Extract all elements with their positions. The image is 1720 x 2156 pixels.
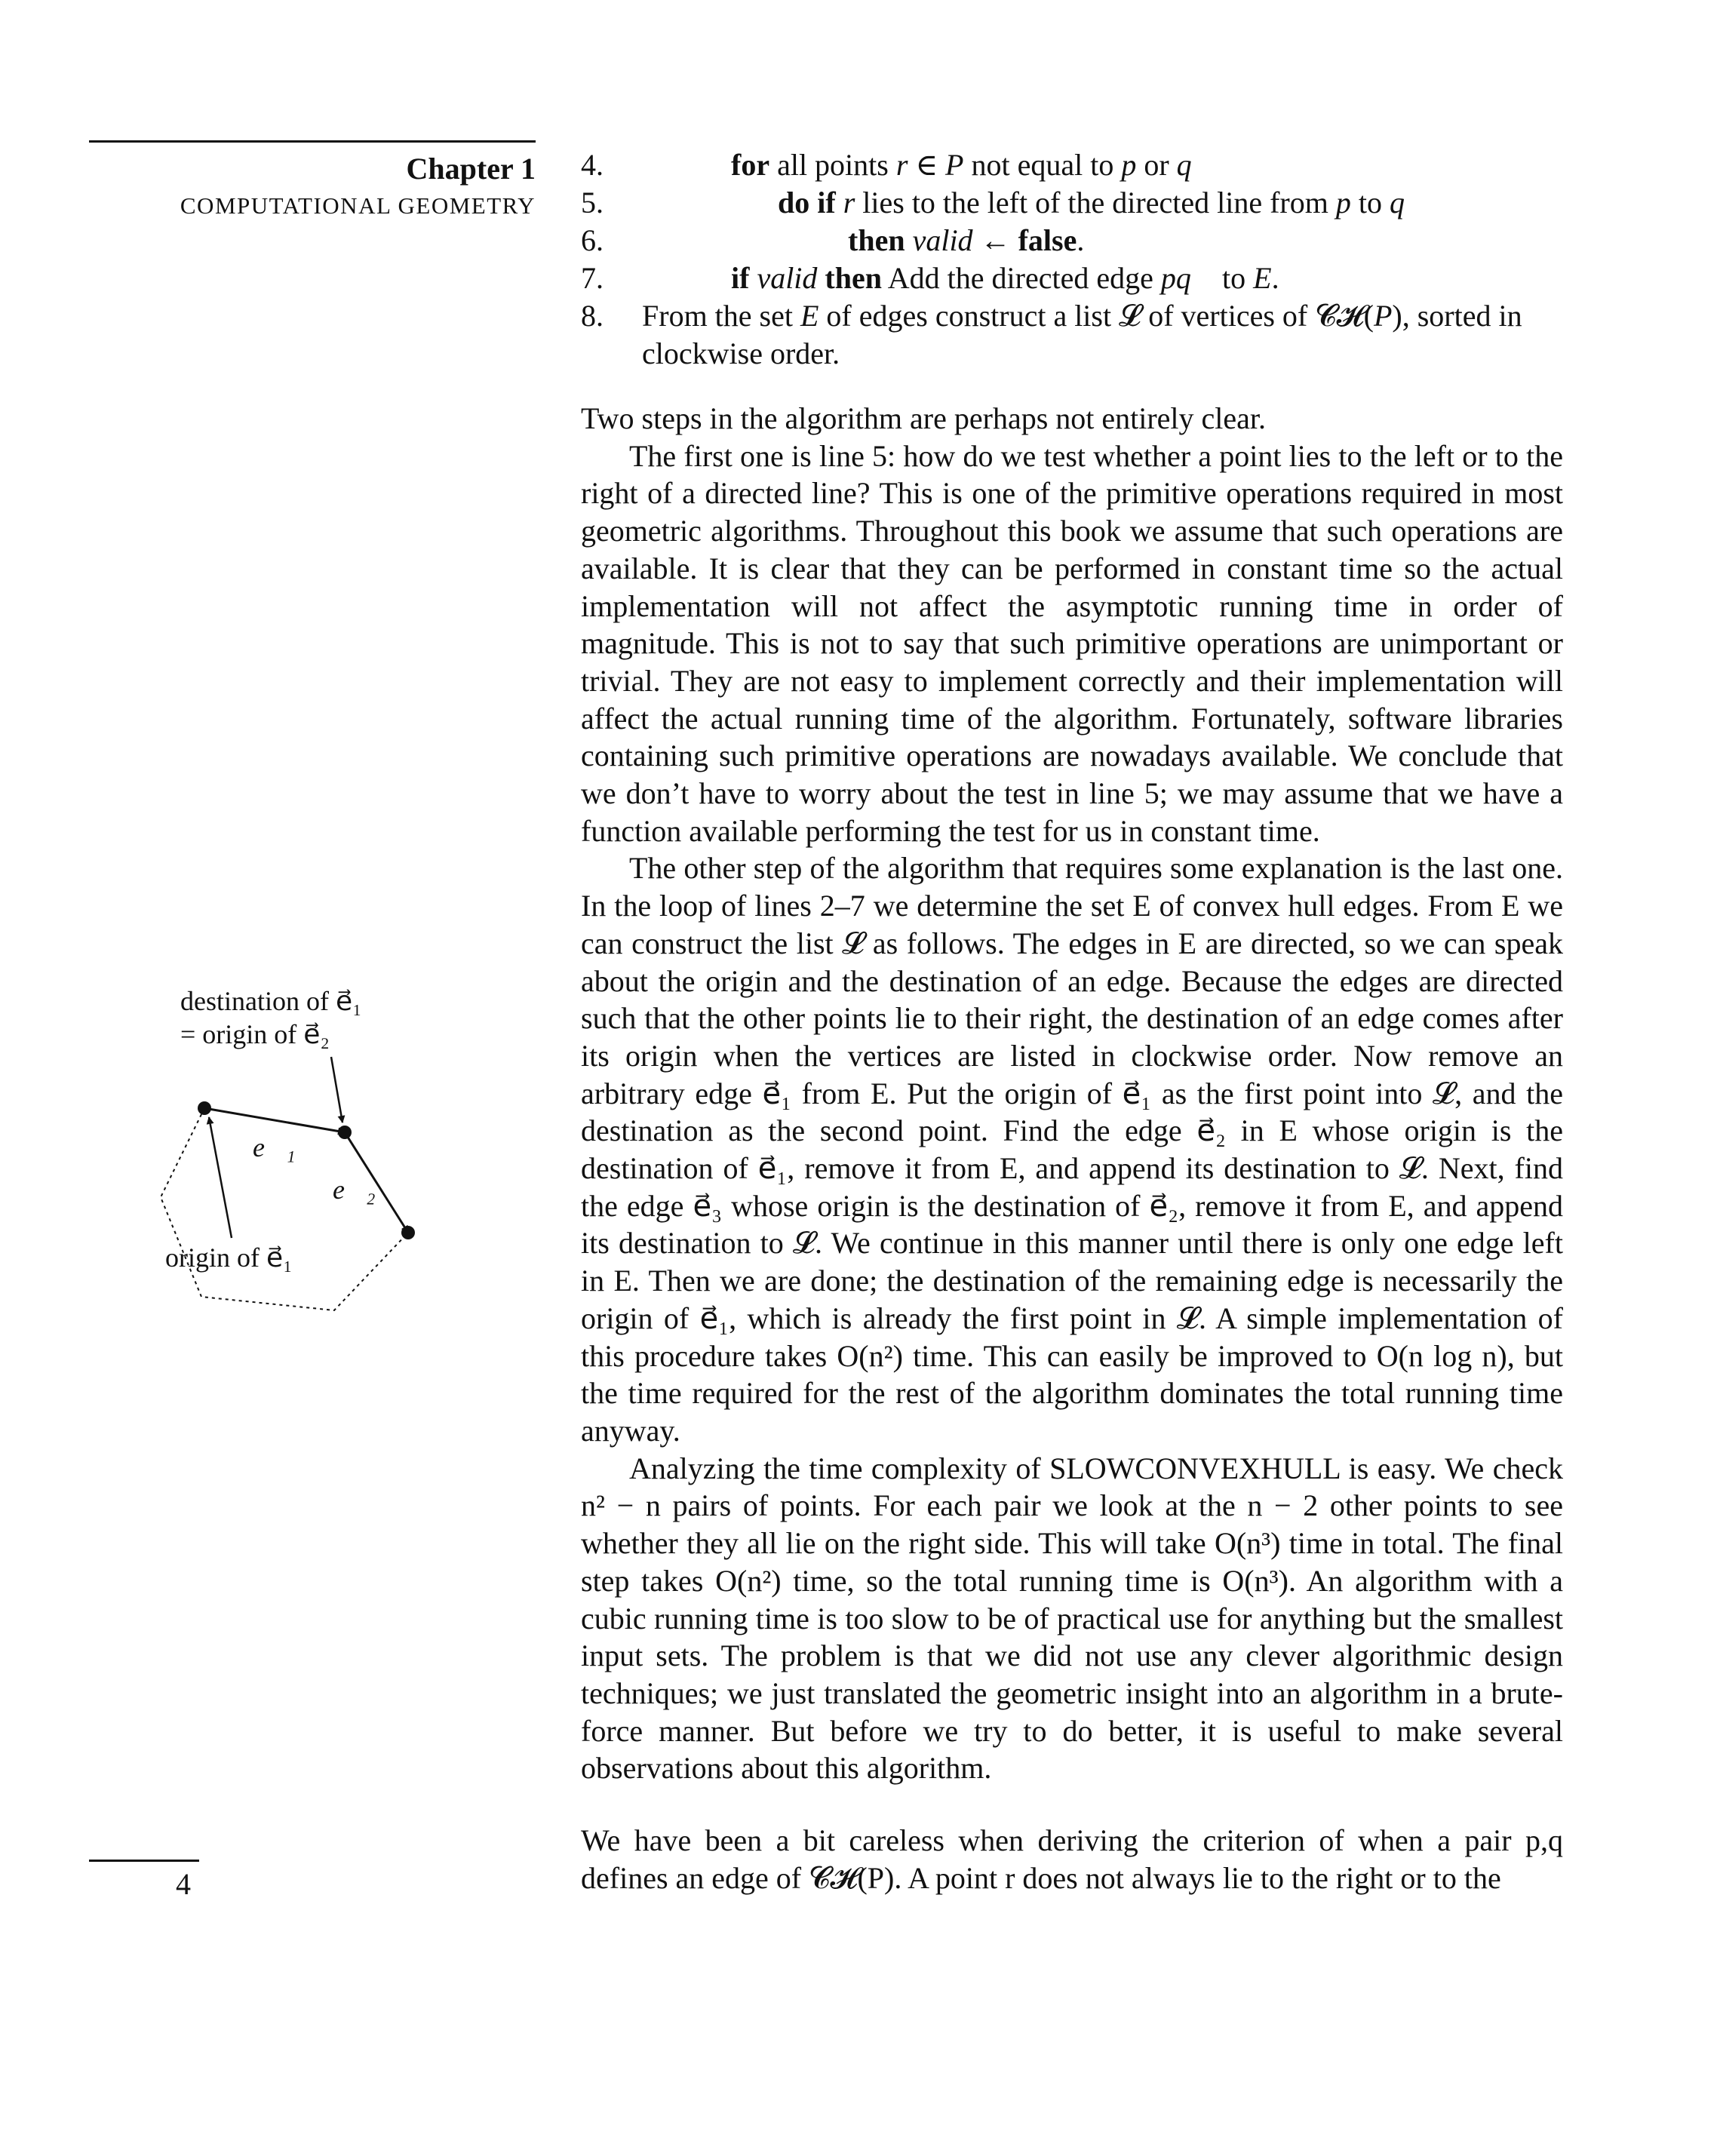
vertex-destination-e2 <box>401 1226 415 1239</box>
algorithm-line <box>581 184 1562 222</box>
algorithm-line-text: do if r lies to the left of the directed line from p to q <box>778 186 1405 220</box>
algorithm-line-number: 4. <box>581 148 604 182</box>
algorithm-line <box>581 297 1562 373</box>
algorithm-line <box>581 260 1562 297</box>
page-number: 4 <box>176 1867 191 1901</box>
label-origin-e1: origin of e⃗₁ <box>165 1242 293 1273</box>
paragraph: The first one is line 5: how do we test whether a point lies to the left or to the right of a directed line? This is one of the primitive operations required in most geometric algorithms. Throughout this book we assume that such operations are available. It is clear that they can be performed in constant time so the actual implementation will not affect the asymptotic running time in order of magnitude. This is not to say that such primitive operations are unimportant or trivial. They are not easy to implement correctly and their implementation will affect the actual running time of the algorithm. Fortunately, software libraries containing such primitive operations are nowadays available. We conclude that we don’t have to worry about the test in line 5; we may assume that we have a function available performing the test for us in constant time. <box>581 438 1563 848</box>
chapter-header <box>180 151 536 225</box>
algorithm-line-text: if valid then Add the directed edge pq⃗ to E. <box>731 261 1279 295</box>
algorithm-line <box>581 146 1562 184</box>
convex-hull-figure <box>147 984 441 1331</box>
label-origin-e2: = origin of e⃗₂ <box>180 1019 330 1049</box>
label-destination-e1: destination of e⃗₁ <box>180 986 362 1016</box>
algorithm-line-number: 5. <box>581 186 604 220</box>
body-text <box>581 400 1563 1896</box>
pointer-origin <box>209 1117 232 1238</box>
vertex-origin-e1 <box>198 1101 211 1115</box>
footer-rule <box>89 1860 199 1862</box>
vertex-destination-e1 <box>338 1126 352 1139</box>
algorithm-line-number: 8. <box>581 299 604 333</box>
algorithm-line-number: 6. <box>581 223 604 257</box>
algorithm-line-text: for all points r ∈ P not equal to p or q <box>731 148 1192 182</box>
paragraph: We have been a bit careless when deriving the criterion of when a pair p,q defines an edge of 𝓒𝓗(P). A point r does not always lie to the right or to the <box>581 1823 1563 1895</box>
paragraph: Two steps in the algorithm are perhaps not entirely clear. <box>581 401 1267 435</box>
edge-e1 <box>204 1108 345 1132</box>
algorithm-line <box>581 222 1562 260</box>
algorithm-listing <box>581 146 1562 373</box>
label-e2: e⃗₂ <box>333 1175 376 1205</box>
header-rule <box>89 140 536 143</box>
algorithm-line-text: then valid ← false. <box>848 223 1085 257</box>
pointer-destination <box>331 1057 342 1123</box>
label-e1: e⃗₁ <box>253 1132 296 1162</box>
paragraph: Analyzing the time complexity of SLOWCONVEXHULL is easy. We check n² − n pairs of points. For each pair we look at the n − 2 other points to see whether they all lie on the right side. This will take O(n³) time in total. The final step takes O(n²) time, so the total running time is O(n³). An algorithm with a cubic running time is too slow to be of practical use for anything but the smallest input sets. The problem is that we did not use any clever algorithmic design techniques; we just translated the geometric insight into an algorithm in a brute-force manner. But before we try to do better, it is useful to make several observations about this algorithm. <box>581 1451 1563 1786</box>
paragraph: The other step of the algorithm that requires some explanation is the last one. In the loop of lines 2–7 we determine the set E of convex hull edges. From E we can construct the list 𝓛 as follows. The edges in E are directed, so we can speak about the origin and the destination of an edge. Because the edges are directed such that the other points lie to their right, the destination of an edge comes after its origin when the vertices are listed in clockwise order. Now remove an arbitrary edge e⃗₁ from E. Put the origin of e⃗₁ as the first point into 𝓛, and the destination as the second point. Find the edge e⃗₂ in E whose origin is the destination of e⃗₁, remove it from E, and append its destination to 𝓛. Next, find the edge e⃗₃ whose origin is the destination of e⃗₂, remove it from E, and append its destination to 𝓛. We continue in this manner until there is only one edge left in E. Then we are done; the destination of the remaining edge is necessarily the origin of e⃗₁, which is already the first point in 𝓛. A simple implementation of this procedure takes O(n²) time. This can easily be improved to O(n log n), but the time required for the rest of the algorithm dominates the total running time anyway. <box>581 851 1563 1448</box>
algorithm-line-number: 7. <box>581 261 604 295</box>
chapter-subtitle: COMPUTATIONAL GEOMETRY <box>180 192 536 219</box>
chapter-title: Chapter 1 <box>406 152 536 186</box>
algorithm-line-text: From the set E of edges construct a list 𝓛 of vertices of 𝓒𝓗(P), sorted in clockwise order. <box>642 299 1522 370</box>
